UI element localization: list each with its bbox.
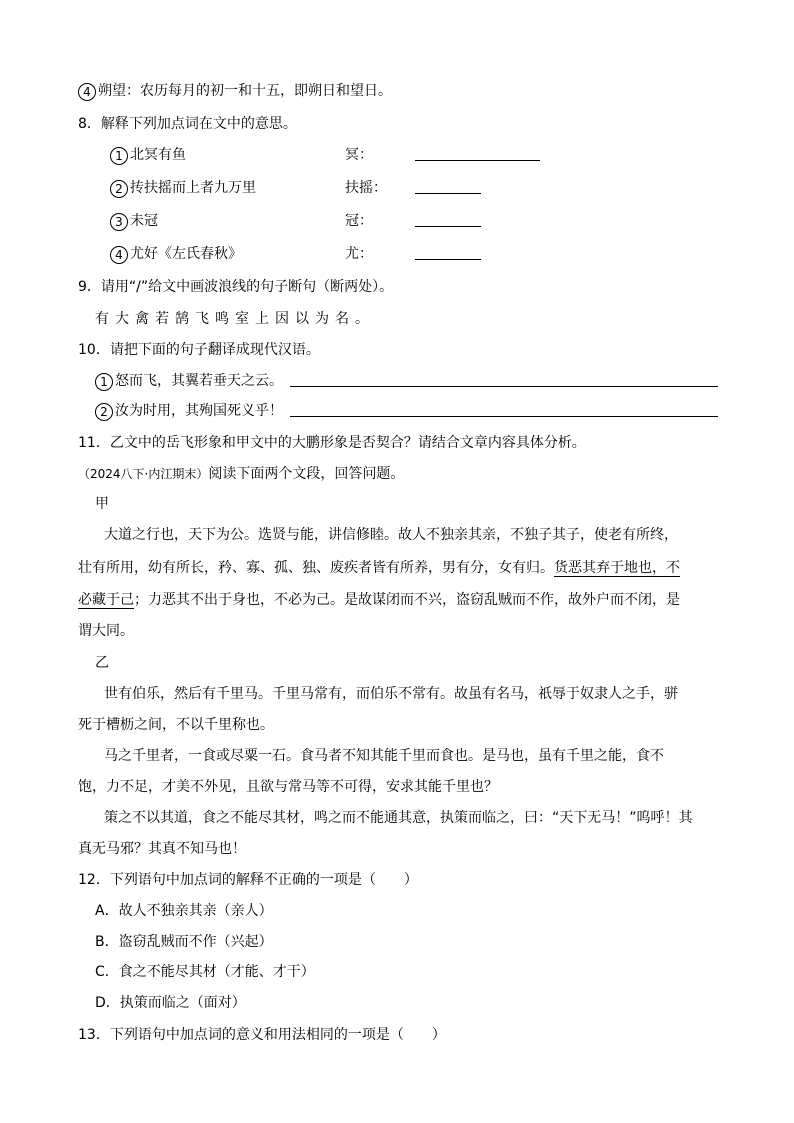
q10-item-text: 怒而飞，其翼若垂天之云。: [115, 373, 283, 389]
passage-line: [78, 590, 680, 610]
passage-line: [78, 558, 680, 578]
passage-line: 马之千里者，一食或尽粟一石。食马者不知其能千里而食也。是马也，虽有千里之能，食不: [104, 748, 664, 764]
question-10-prompt: 10．请把下面的句子翻译成现代汉语。: [78, 342, 320, 358]
circled-number: 3: [110, 213, 128, 231]
question-11-prompt: 11．乙文中的岳飞形象和甲文中的大鹏形象是否契合？请结合文章内容具体分析。: [78, 435, 586, 451]
q10-item-2: [95, 401, 283, 421]
instruction: 阅读下面两个文段，回答问题。: [208, 466, 405, 482]
answer-blank[interactable]: [415, 259, 481, 260]
q9-sentence: 有大禽若鹄飞鸣室上因以为名。: [95, 311, 375, 327]
q8-item-word: 冥：: [345, 147, 373, 163]
note-shuowang: [78, 81, 392, 101]
q8-item-4: [110, 244, 242, 264]
q8-item-phrase: 尤好《左氏春秋》: [130, 246, 242, 262]
q8-item-3: [110, 211, 158, 231]
source-label: （2024八下·内江期末）: [78, 467, 209, 481]
circled-number: 2: [95, 403, 113, 421]
passage-text: ；力恶其不出于身也，不必为己。是故谋闭而不兴，盗窃乱贼而不作，故外户而不闭，是: [134, 592, 680, 608]
answer-blank[interactable]: [415, 160, 540, 161]
circled-number: 2: [110, 180, 128, 198]
question-9-prompt: 9．请用“/”给文中画波浪线的句子断句（断两处）。: [78, 279, 394, 295]
option-b[interactable]: B．盗窃乱贼而不作（兴起）: [95, 934, 273, 950]
passage-line: 世有伯乐，然后有千里马。千里马常有，而伯乐不常有。故虽有名马，祇辱于奴隶人之手，骈: [104, 686, 678, 702]
question-13-prompt: 13．下列语句中加点词的意义和用法相同的一项是（ ）: [78, 1027, 446, 1043]
passage-text: 壮有所用，幼有所长，矜、寡、孤、独、废疾者皆有所养，男有分，女有归。: [78, 560, 554, 576]
circled-number: 4: [110, 246, 128, 264]
circled-number: 4: [78, 83, 96, 101]
passage-line: 大道之行也，天下为公。选贤与能，讲信修睦。故人不独亲其亲，不独子其子，使老有所终，: [104, 527, 678, 543]
option-d[interactable]: D．执策而临之（面对）: [95, 995, 246, 1011]
note-text: 朔望：农历每月的初一和十五，即朔日和望日。: [98, 83, 392, 99]
circled-number: 1: [95, 373, 113, 391]
wavy-underlined-text: 必藏于己: [78, 592, 134, 608]
q8-item-phrase: 未冠: [130, 213, 158, 229]
q8-item-phrase: 抟扶摇而上者九万里: [130, 180, 256, 196]
passage-yi-heading: 乙: [95, 655, 109, 671]
q8-item-word: 尤：: [345, 246, 373, 262]
option-c[interactable]: C．食之不能尽其材（才能、才干）: [95, 964, 315, 980]
wavy-underlined-text: 货恶其弃于地也，不: [554, 560, 680, 576]
passage-line: 真无马邪？其真不知马也！: [78, 841, 246, 857]
passage-jia-heading: 甲: [95, 496, 109, 512]
passage-line: 饱，力不足，才美不外见，且欲与常马等不可得，安求其能千里也？: [78, 779, 498, 795]
option-a[interactable]: A．故人不独亲其亲（亲人）: [95, 903, 273, 919]
q8-item-word: 冠：: [345, 213, 373, 229]
answer-blank[interactable]: [415, 193, 481, 194]
q8-item-word: 扶摇：: [345, 180, 387, 196]
answer-blank[interactable]: [290, 416, 718, 417]
passage-line: 死于槽枥之间，不以千里称也。: [78, 717, 274, 733]
q8-item-phrase: 北冥有鱼: [130, 147, 186, 163]
section-header: [78, 464, 404, 484]
q8-item-2: [110, 178, 256, 198]
passage-line: 谓大同。: [78, 623, 134, 639]
q8-item-1: [110, 145, 186, 165]
passage-line: 策之不以其道，食之不能尽其材，鸣之而不能通其意，执策而临之，曰：“天下无马！”呜呼！其: [104, 810, 693, 826]
q10-item-text: 汝为时用，其殉国死义乎！: [115, 403, 283, 419]
question-12-prompt: 12．下列语句中加点词的解释不正确的一项是（ ）: [78, 872, 418, 888]
q10-item-1: [95, 371, 283, 391]
circled-number: 1: [110, 147, 128, 165]
answer-blank[interactable]: [415, 226, 481, 227]
answer-blank[interactable]: [290, 386, 718, 387]
question-8-prompt: 8．解释下列加点词在文中的意思。: [78, 116, 297, 132]
